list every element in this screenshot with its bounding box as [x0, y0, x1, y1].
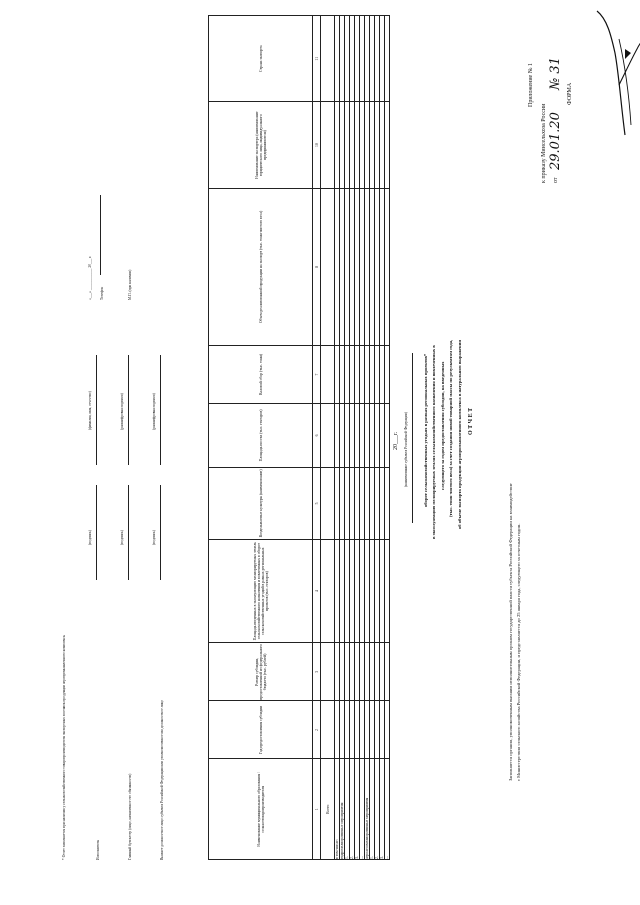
form-label: ФОРМА [567, 82, 573, 105]
header-col3: Размер субсидии, предоставленной из федерального бюджета (тыс. рублей) [209, 643, 313, 701]
footnote: * Отчет заполняется при наличии у сельскохозяйственного товаропроизводителя экспортных поставок продукции агропромышленного комплекса. [62, 634, 66, 860]
executor-sign-caption: (подпись) [88, 530, 92, 545]
stamp-label: М.П. (при наличии) [128, 269, 132, 300]
col-number: 3 [313, 643, 321, 701]
col-number: 10 [313, 102, 321, 188]
appendix-number: № 31 [548, 57, 563, 90]
executor-name-caption: (фамилия, имя, отчество) [88, 391, 92, 430]
report-year: 20___г. [393, 431, 399, 450]
header-col5: Возделываемые культуры (наименование) [209, 467, 313, 539]
appendix-date: 29.01.20 [548, 112, 563, 170]
subject-caption: (наименование субъекта Российской Федерации) [404, 412, 408, 487]
header-col10: Страна экспорта [209, 16, 313, 102]
head-label: Высшее должностное лицо субъекта Российской Федерации или уполномоченное им должностное лицо [160, 699, 164, 860]
executor-label: Исполнитель [96, 839, 100, 860]
appendix-line3-prefix: от [553, 177, 559, 183]
table-row-label: гидромелиоративные мероприятия [340, 759, 345, 860]
table-row-label: ... [360, 759, 365, 860]
table-row-label: 2. [375, 759, 380, 860]
date-label: «___» ____________ 20___ г. [88, 255, 92, 300]
signature-scribble [585, 5, 640, 145]
head-sign-line [160, 485, 161, 580]
table-row-label: в том числе: [335, 759, 340, 860]
title-line2: (тыс. тонн чистого веса) за счет создания новой товарной массы по результатам года, [448, 339, 453, 517]
title-line1: об объеме экспорта продукции агропромышленного комплекса в натуральном выражении [457, 340, 462, 529]
col-number: 6 [313, 404, 321, 468]
head-sign-caption: (подпись) [152, 530, 156, 545]
header-col2: Год предоставления субсидии [209, 701, 313, 759]
table-row-label: 1. [370, 759, 375, 860]
table-row-label: 1. [345, 759, 350, 860]
subject-line [412, 353, 413, 523]
table-row-label: 2. [350, 759, 355, 860]
executor-sign-line [96, 485, 97, 580]
col-number: 4 [313, 540, 321, 643]
phone-line [100, 195, 101, 275]
col-number: 5 [313, 467, 321, 539]
intro-line1: Заполняется органом, уполномоченным высшим исполнительным органом государственной власти субъекта Российской Федерации на взаимодействие [508, 483, 513, 781]
header-col9: Наименование экспортера (наименование юридического лица, индивидуального предпринимателя) [209, 102, 313, 188]
report-title: О Т Ч Е Т [468, 407, 474, 435]
accountant-sign-line [128, 485, 129, 580]
table-row-label: ... [385, 759, 390, 860]
table-row-label: агролесомелиоративные мероприятия [365, 759, 370, 860]
col-number: 2 [313, 701, 321, 759]
head-name-line [160, 355, 161, 465]
header-col6: Площадь посева (тыс. гектаров) [209, 404, 313, 468]
intro-line2: с Министерством сельского хозяйства Российской Федерации, и представляется до 25 января года, следующего за отчетным годом. [516, 523, 521, 781]
header-col4: Площадь введенных в эксплуатацию мелиорируемых земель сельскохозяйственного назначения и вовлеченных в оборот сельскохозяйственных угодий в рамках региональных проектов (тыс. гектаров) [209, 540, 313, 643]
table-row-label: 3. [380, 759, 385, 860]
head-name-caption: (расшифровка подписи) [152, 393, 156, 430]
header-col1: Наименование муниципального образования / сельхозтоваропроизводителя [209, 759, 313, 860]
header-col7: Валовой сбор (тыс. тонн) [209, 346, 313, 404]
accountant-name-line [128, 355, 129, 465]
col-number: 8 [313, 188, 321, 345]
col-number: 1 [313, 759, 321, 860]
accountant-label: Главный бухгалтер (лицо, назначенное его обязанности) [128, 773, 132, 860]
accountant-sign-caption: (подпись) [120, 530, 124, 545]
report-table [208, 15, 390, 860]
appendix-title: Приложение № 1 [528, 63, 534, 107]
appendix-line2: к приказу Минсельхоза России [541, 103, 547, 183]
title-line4: в эксплуатацию мелиорируемых землях сельскохозяйственного назначения и вовлеченных в [431, 345, 436, 539]
table-row-label: 3. [355, 759, 360, 860]
col-number: 11 [313, 16, 321, 102]
phone-label: Телефон [100, 286, 104, 300]
title-line3: следующего за годом предоставления субсидии, на введенных [440, 361, 445, 490]
executor-name-line [96, 355, 97, 465]
title-line5: оборот сельскохозяйственных угодьях в рамках региональных проектов* [423, 353, 428, 507]
table-row-label: Всего [321, 759, 335, 860]
header-col8: Объем реализованной продукции на экспорт (тыс. тонн чистого веса) [209, 188, 313, 345]
col-number: 7 [313, 346, 321, 404]
accountant-name-caption: (расшифровка подписи) [120, 393, 124, 430]
